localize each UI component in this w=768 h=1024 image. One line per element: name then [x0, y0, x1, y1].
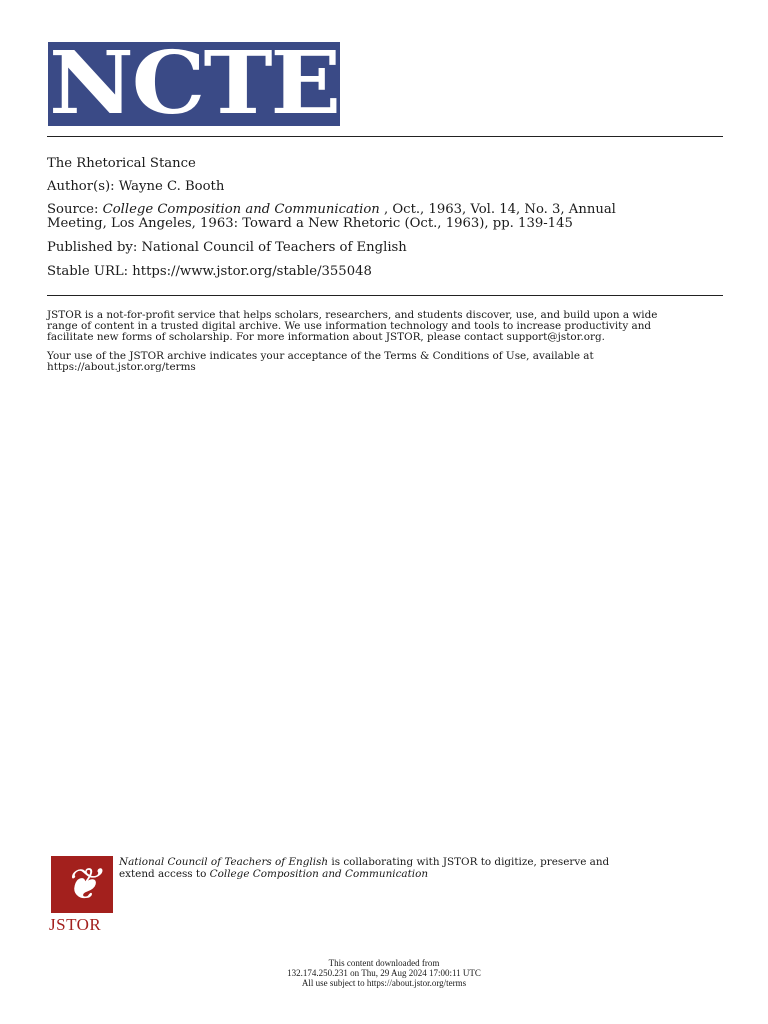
notice-line: Your use of the JSTOR archive indicates your acceptance of the Terms & Conditions of Use, available at: [47, 350, 594, 362]
collab-prefix: extend access to: [119, 868, 210, 880]
collab-mid: is collaborating with JSTOR to digitize, preserve and: [328, 856, 610, 868]
source-line: [47, 203, 727, 231]
top-divider: [47, 136, 723, 137]
collab-journal: College Composition and Communication: [209, 868, 429, 880]
publisher-name: National Council of Teachers of English: [141, 240, 407, 255]
footer-line: All use subject to https://about.jstor.org/terms: [301, 978, 467, 988]
terms-link[interactable]: https://about.jstor.org/terms: [47, 361, 196, 374]
footer-line: 132.174.250.231 on Thu, 29 Aug 2024 17:00:11 UTC: [287, 968, 481, 978]
source-details-line2: Meeting, Los Angeles, 1963: Toward a New Rhetoric (Oct., 1963), pp. 139-145: [47, 216, 573, 231]
source-details: , Oct., 1963, Vol. 14, No. 3, Annual: [379, 202, 616, 217]
collaboration-statement: [119, 856, 719, 880]
stable-url-line: [47, 265, 727, 279]
article-title: The Rhetorical Stance: [47, 156, 196, 171]
middle-divider: [47, 295, 723, 296]
jstor-emblem-icon: ❦: [63, 859, 101, 910]
notice-line: JSTOR is a not-for-profit service that helps scholars, researchers, and students discover, use, and build upon a wide: [47, 309, 658, 321]
author-label: Author(s):: [47, 179, 119, 194]
jstor-logo: [51, 856, 113, 913]
jstor-wordmark: JSTOR: [49, 915, 102, 934]
ncte-logo: [48, 33, 340, 134]
download-footer: [0, 958, 768, 988]
author-name: Wayne C. Booth: [118, 179, 225, 194]
notice-line: facilitate new forms of scholarship. For more information about JSTOR, please contact support@jstor.org.: [47, 331, 605, 344]
source-journal: College Composition and Communication: [102, 202, 380, 217]
author-line: [47, 180, 727, 194]
publisher-line: [47, 241, 727, 255]
source-label: Source:: [47, 202, 103, 217]
collab-org: National Council of Teachers of English: [119, 856, 329, 868]
stable-url-link[interactable]: https://www.jstor.org/stable/355048: [132, 264, 372, 279]
publisher-label: Published by:: [47, 240, 142, 255]
notice-line: range of content in a trusted digital archive. We use information technology and tools to increase productivity and: [47, 320, 652, 333]
terms-notice-paragraph: [47, 351, 727, 373]
stable-url-label: Stable URL:: [47, 264, 133, 279]
ncte-logo-text: NCTE: [48, 33, 340, 134]
jstor-notice-paragraph: [47, 310, 727, 344]
footer-line: This content downloaded from: [328, 958, 440, 968]
